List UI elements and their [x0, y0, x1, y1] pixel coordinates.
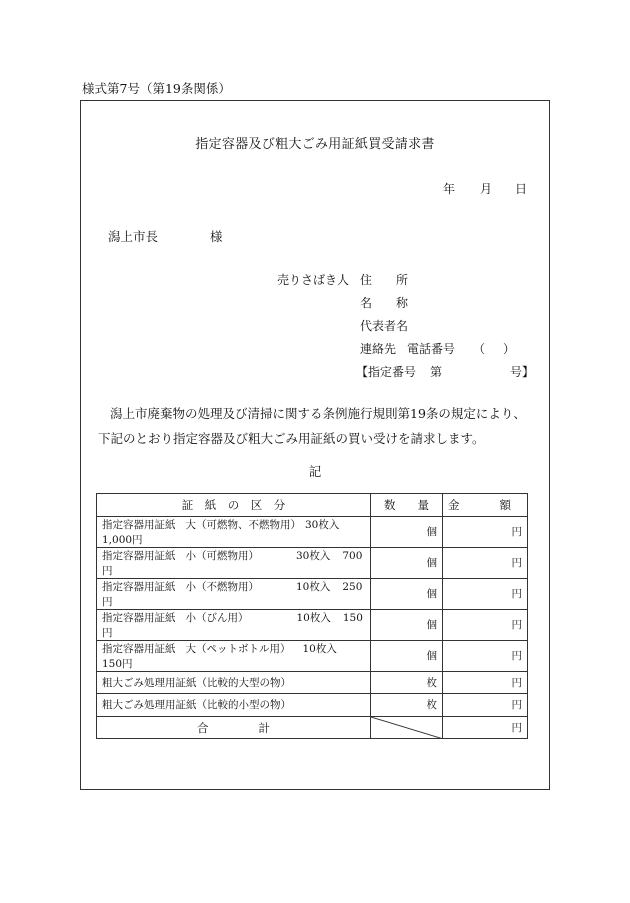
designation-close: 号】: [510, 365, 535, 379]
table-row: [97, 547, 528, 578]
row-count: 30枚入: [296, 549, 331, 562]
row-description: [97, 547, 371, 578]
row-description: [97, 609, 371, 640]
header-amount: [443, 494, 528, 517]
header-quantity: [371, 494, 443, 517]
row-count: 10枚入: [296, 611, 331, 624]
row-type: 指定容器用証紙: [102, 611, 176, 624]
table-row: [97, 671, 528, 694]
applicant-name-label: 名 称: [360, 296, 409, 310]
row-price: 700円: [102, 549, 363, 577]
row-size: 小（可燃物用）: [185, 549, 259, 562]
date-day-label: 日: [515, 182, 528, 196]
designation-label: 【指定番号: [356, 365, 417, 379]
header-amount-b: 額: [499, 497, 511, 512]
row-quantity: 個: [371, 547, 443, 578]
phone-paren-open: （: [473, 342, 486, 356]
table-total-row: [97, 716, 528, 739]
row-quantity: 個: [371, 578, 443, 609]
header-quantity-a: 数: [384, 497, 396, 512]
row-amount: 円: [443, 547, 528, 578]
row-description: [97, 516, 371, 547]
designation-dai: 第: [430, 365, 443, 379]
row-size: 大（ペットボトル用）: [185, 642, 291, 655]
row-amount: 円: [443, 578, 528, 609]
form-number-label: 様式第7号（第19条関係）: [82, 81, 231, 96]
row-price: 1,000円: [102, 533, 143, 546]
table-row: [97, 578, 528, 609]
row-price: 250円: [102, 580, 363, 608]
row-amount: 円: [443, 694, 528, 717]
row-type: 指定容器用証紙: [102, 642, 176, 655]
row-size: 小（不燃物用）: [185, 580, 259, 593]
row-description: [97, 640, 371, 671]
header-quantity-b: 量: [417, 497, 429, 512]
table-row: [97, 640, 528, 671]
row-count: 10枚入: [296, 580, 331, 593]
phone-paren-close: ）: [503, 342, 516, 356]
row-quantity: 枚: [371, 671, 443, 694]
row-count: 30枚入: [305, 518, 340, 531]
row-quantity: 個: [371, 609, 443, 640]
row-amount: 円: [443, 671, 528, 694]
applicant-contact-label: 連絡先: [360, 342, 397, 356]
total-quantity-slash: [371, 716, 443, 739]
table-header-row: [97, 494, 528, 517]
row-description: 粗大ごみ処理用証紙（比較的大型の物）: [97, 671, 371, 694]
date-year-label: 年: [443, 182, 456, 196]
applicant-address-label: 住 所: [360, 273, 409, 287]
row-amount: 円: [443, 516, 528, 547]
document-title: 指定容器及び粗大ごみ用証紙買受請求書: [195, 137, 435, 152]
row-quantity: 個: [371, 516, 443, 547]
request-body-text: 潟上市廃棄物の処理及び清掃に関する条例施行規則第19条の規定により、下記のとおり指定容器及び粗大ごみ用証紙の買い受けを請求します。: [98, 406, 526, 446]
table-row: [97, 516, 528, 547]
row-price: 150円: [102, 611, 363, 639]
table-row: [97, 694, 528, 717]
table-row: [97, 609, 528, 640]
row-amount: 円: [443, 640, 528, 671]
row-quantity: 個: [371, 640, 443, 671]
row-type: 指定容器用証紙: [102, 580, 176, 593]
date-month-label: 月: [480, 182, 493, 196]
row-price: 150円: [102, 657, 133, 670]
total-label-a: 合: [197, 720, 209, 735]
total-amount: 円: [443, 716, 528, 739]
diagonal-line-icon: [371, 717, 442, 739]
ki-heading: 記: [308, 464, 322, 479]
row-size: 小（びん用）: [185, 611, 249, 624]
applicant-phone-label: 電話番号: [407, 342, 456, 356]
row-description: 粗大ごみ処理用証紙（比較的小型の物）: [97, 694, 371, 717]
addressee: [108, 227, 223, 245]
row-type: 指定容器用証紙: [102, 549, 176, 562]
row-count: 10枚入: [302, 642, 337, 655]
row-size: 大（可燃物、不燃物用）: [185, 518, 301, 531]
addressee-honorific: 様: [210, 229, 223, 244]
addressee-name: 潟上市長: [108, 229, 159, 244]
applicant-representative-label: 代表者名: [360, 319, 409, 333]
stamp-items-table: [96, 493, 528, 739]
row-type: 指定容器用証紙: [102, 518, 176, 531]
row-description: [97, 578, 371, 609]
row-quantity: 枚: [371, 694, 443, 717]
header-amount-a: 金: [448, 497, 460, 512]
row-amount: 円: [443, 609, 528, 640]
total-label-b: 計: [258, 720, 270, 735]
applicant-role: 売りさばき人: [277, 273, 350, 287]
total-label: [97, 716, 371, 739]
header-category: 証 紙 の 区 分: [97, 494, 371, 517]
